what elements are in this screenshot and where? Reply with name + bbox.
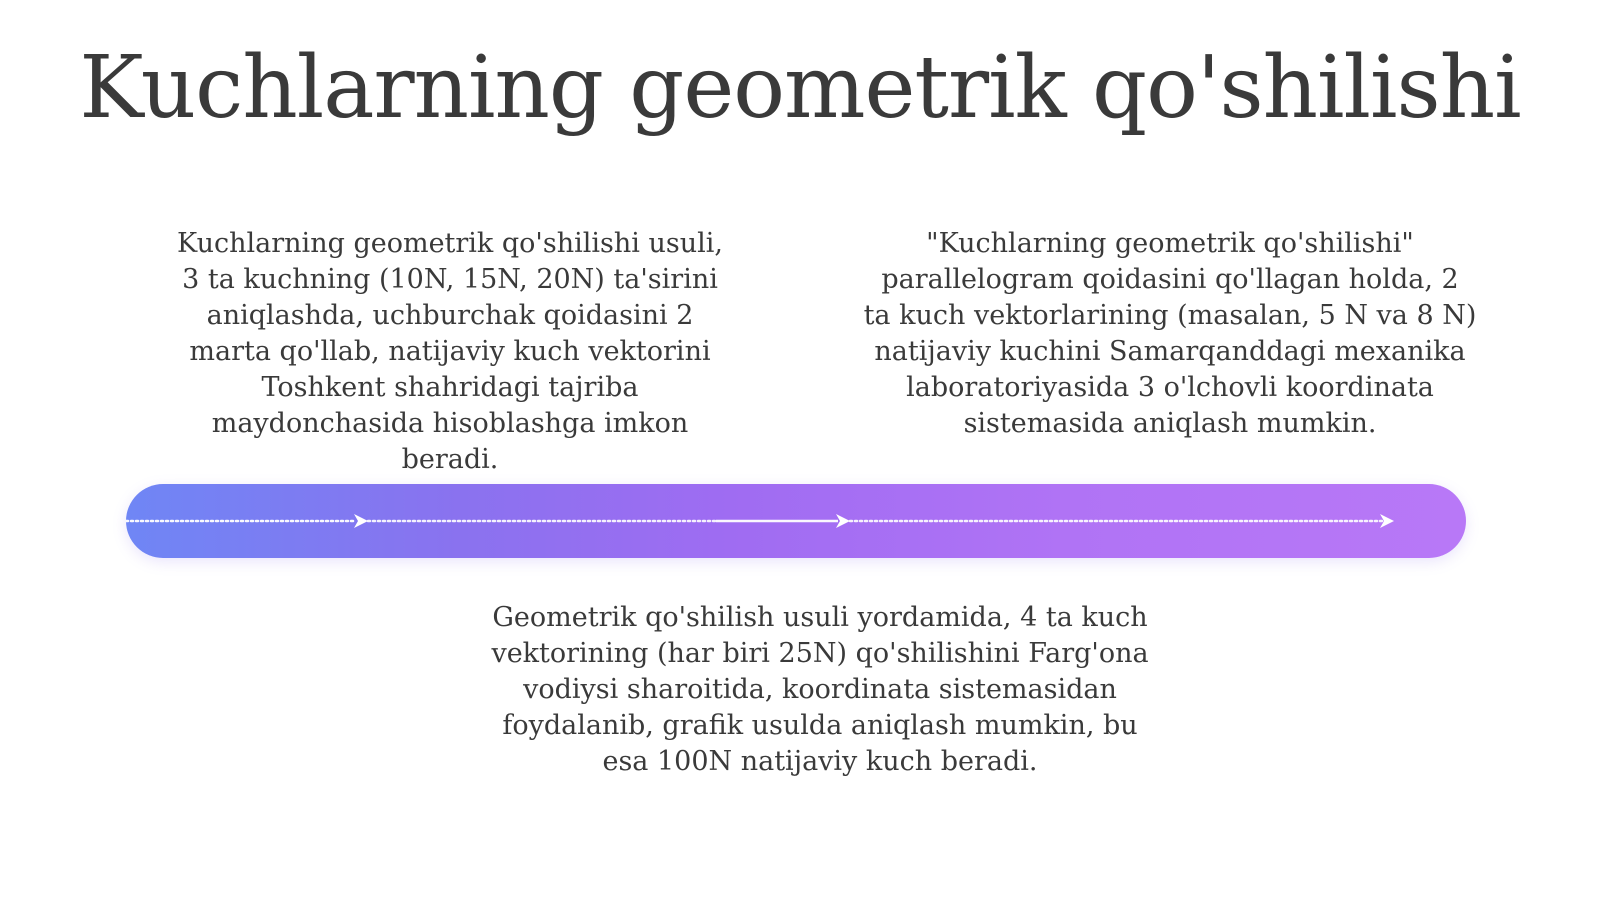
text-line: maydonchasida hisoblashga imkon (211, 408, 689, 439)
arrowhead-icon (836, 514, 850, 528)
text-line: "Kuchlarning geometrik qo'shilishi" (926, 228, 1414, 259)
text-line: marta qo'llab, natijaviy kuch vektorini (189, 336, 711, 367)
text-block-right (820, 226, 1520, 442)
text-line: Geometrik qo'shilish usuli yordamida, 4 ta kuch (492, 602, 1148, 633)
text-line: parallelogram qoidasini qo'llagan holda, 2 (881, 264, 1459, 295)
arrowhead-icon (354, 514, 368, 528)
text-line: beradi. (401, 444, 499, 475)
slide-title: Kuchlarning geometrik qo'shilishi (79, 38, 1521, 138)
text-line: sistemasida aniqlash mumkin. (963, 408, 1377, 439)
text-line: ta kuch vektorlarining (masalan, 5 N va 8 N) (863, 300, 1477, 331)
text-line: Kuchlarning geometrik qo'shilishi usuli, (177, 228, 723, 259)
timeline-arrows (126, 484, 1466, 558)
text-line: foydalanib, grafik usulda aniqlash mumkin, bu (502, 710, 1138, 741)
text-line: esa 100N natijaviy kuch beradi. (602, 746, 1038, 777)
text-line: vodiysi sharoitida, koordinata sistemasidan (523, 674, 1117, 705)
text-line: 3 ta kuchning (10N, 15N, 20N) ta'sirini (182, 264, 718, 295)
text-line: laboratoriyasida 3 o'lchovli koordinata (906, 372, 1434, 403)
text-line: vektorining (har biri 25N) qo'shilishini Farg'ona (491, 638, 1149, 669)
text-block-bottom (430, 600, 1210, 780)
text-line: Toshkent shahridagi tajriba (261, 372, 639, 403)
text-line: aniqlashda, uchburchak qoidasini 2 (206, 300, 694, 331)
text-line: natijaviy kuchini Samarqanddagi mexanika (874, 336, 1466, 367)
text-block-left (130, 226, 770, 478)
